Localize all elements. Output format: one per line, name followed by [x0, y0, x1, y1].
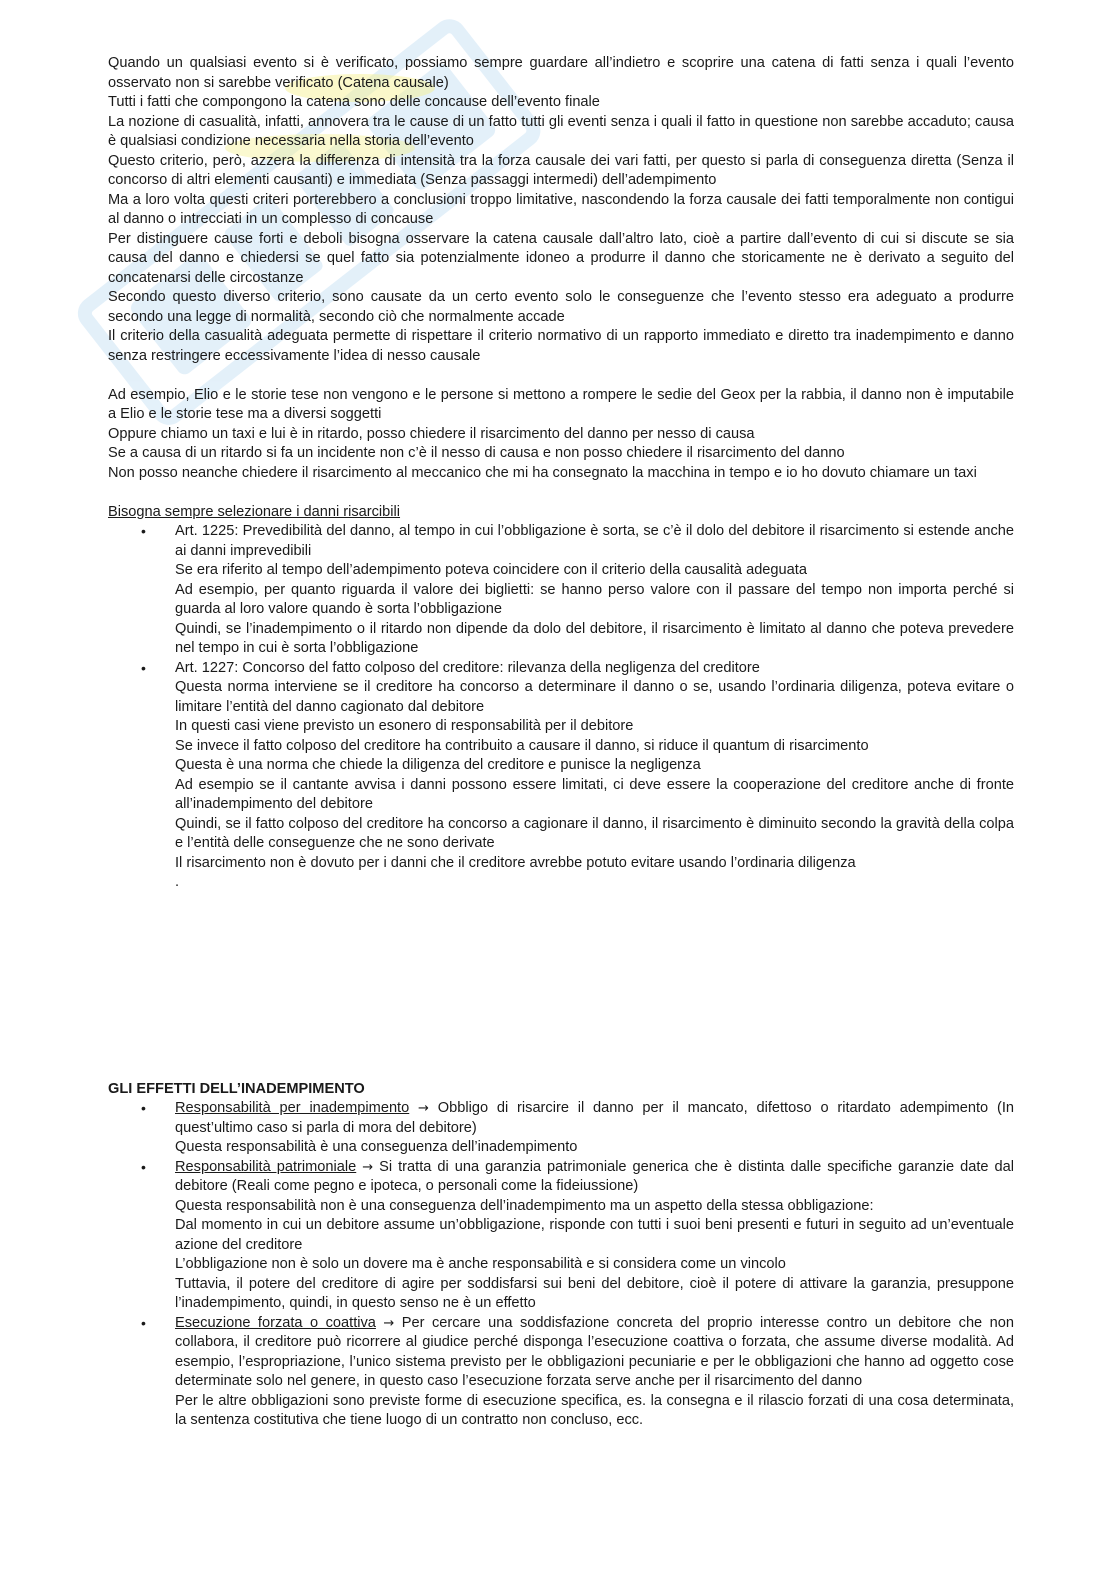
list-line: Per le altre obbligazioni sono previste forme di esecuzione specifica, es. la consegna e il rilascio forzati di una cosa determinata, la sentenza costitutiva che tiene luogo di un contratto non concluso, ecc. [175, 1392, 1014, 1428]
arrow-right-icon: → [418, 1101, 429, 1116]
list-item [108, 1099, 1014, 1158]
paragraph: Per distinguere cause forti e deboli bisogna osservare la catena causale dall’altro lato, cioè a partire dall’evento di cui si discute se sia causa del danno e chiedersi se quel fatto sia potenzialmente idoneo a produrre il danno che storicamente ne è derivato a seguito del concatenarsi delle circostanze [108, 230, 1014, 286]
term-definition: Si tratta di una garanzia patrimoniale generica che è distinta dalle specifiche garanzie date dal debitore (Reali come pegno e ipoteca, o personali come la fideiussione) [175, 1158, 1014, 1194]
examples-section [108, 386, 1014, 484]
paragraph: Non posso neanche chiedere il risarcimento al meccanico che mi ha consegnato la macchina in tempo e io ho dovuto chiamare un taxi [108, 464, 977, 481]
bullet-icon: • [141, 1158, 146, 1175]
list-line: Tuttavia, il potere del creditore di agire per soddisfarsi sui beni del debitore, cioè il potere di attivare la garanzia, presuppone l’inadempimento, quindi, in questo senso ne è un effetto [175, 1275, 1014, 1311]
list-line: Ad esempio se il cantante avvisa i danni possono essere limitati, ci deve essere la cooperazione del creditore anche di fronte all’inadempimento del debitore [175, 776, 1014, 812]
list-line: In questi casi viene previsto un esonero di responsabilità per il debitore [175, 718, 634, 734]
paragraph: Oppure chiamo un taxi e lui è in ritardo, posso chiedere il risarcimento del danno per nesso di causa [108, 425, 755, 442]
list-line: Art. 1227: Concorso del fatto colposo del creditore: rilevanza della negligenza del creditore [175, 659, 760, 676]
intro-section [108, 54, 1014, 366]
bullet-icon: • [141, 1314, 146, 1331]
term-definition: Per cercare una soddisfazione concreta del proprio interesse contro un debitore che non collabora, il creditore può ricorrere al giudice perché disponga l’esecuzione coattiva o forzata, che assume diverse modalità. Ad esempio, l’espropriazione, l’unico sistema previsto per le obbligazioni pecuniarie e per le obbligazioni che hanno ad oggetto cose determinate solo nel genere, in questo caso l’esecuzione forzata serve anche per il risarcimento del danno [175, 1314, 1015, 1389]
list-line: Questa norma interviene se il creditore ha concorso a determinare il danno o se, usando l’ordinaria diligenza, poteva evitare o limitare l’entità del danno cagionato dal debitore [175, 679, 1014, 715]
list-line [175, 1314, 1014, 1392]
list-line: Se invece il fatto colposo del creditore ha contribuito a causare il danno, si riduce il quantum di risarcimento [175, 737, 869, 754]
section-subheading: Bisogna sempre selezionare i danni risarcibili [108, 503, 401, 520]
list-item [108, 659, 1014, 893]
list-line [175, 1158, 1014, 1197]
paragraph: Questo criterio, però, azzera la differenza di intensità tra la forza causale dei vari fatti, per questo si parla di conseguenza diretta (Senza il concorso di altri elementi causanti) e immediata (Senza passaggi intermedi) dell’adempimento [108, 152, 1014, 188]
list-line: Questa è una norma che chiede la diligenza del creditore e punisce la negligenza [175, 757, 701, 773]
list-line: Questa responsabilità non è una conseguenza dell’inadempimento ma un aspetto della stessa obbligazione: [175, 1197, 874, 1214]
term-definition: Obbligo di risarcire il danno per il mancato, difettoso o ritardato adempimento (In quest’ultimo caso si parla di mora del debitore) [175, 1100, 1014, 1136]
list-line: . [175, 874, 180, 890]
paragraph: Tutti i fatti che compongono la catena sono delle concause dell’evento finale [108, 94, 600, 110]
paragraph: La nozione di casualità, infatti, annovera tra le cause di un fatto tutti gli eventi senza i quali il fatto in questione non sarebbe accaduto; causa è qualsiasi condizione necessaria nella storia dell’evento [108, 113, 1014, 149]
paragraph: Il criterio della casualità adeguata permette di rispettare il criterio normativo di un rapporto immediato e diretto tra inadempimento e danno senza restringere eccessivamente l’idea di nesso causale [108, 328, 1014, 364]
term-label: Responsabilità per inadempimento [175, 1100, 410, 1116]
list-line: Dal momento in cui un debitore assume un’obbligazione, risponde con tutti i suoi beni presenti e futuri in seguito ad un’eventuale azione del creditore [175, 1217, 1014, 1253]
list-item [108, 1158, 1014, 1314]
list-line: Se era riferito al tempo dell’adempimento poteva coincidere con il criterio della causalità adeguata [175, 562, 807, 578]
list-line: L’obbligazione non è solo un dovere ma è anche responsabilità e si considera come un vincolo [175, 1256, 786, 1272]
paragraph: Secondo questo diverso criterio, sono causate da un certo evento solo le conseguenze che l’evento stesso era adeguato a produrre secondo una legge di normalità, secondo ciò che normalmente accade [108, 289, 1014, 325]
section-heading: GLI EFFETTI DELL’INADEMPIMENTO [108, 1080, 365, 1097]
list-line: Art. 1225: Prevedibilità del danno, al tempo in cui l’obbligazione è sorta, se c’è il dolo del debitore il risarcimento si estende anche ai danni imprevedibili [175, 523, 1014, 559]
bullet-icon: • [141, 523, 146, 539]
paragraph: Ma a loro volta questi criteri porterebbero a conclusioni troppo limitative, nascondendo la forza causale dei fatti temporalmente non contigui al danno o intrecciati in un complesso di concause [108, 191, 1014, 227]
arrow-right-icon: → [362, 1159, 374, 1175]
list-line: Quindi, se il fatto colposo del creditore ha concorso a cagionare il danno, il risarcimento è diminuito secondo la gravità della colpa e l’entità delle conseguenze che ne sono derivate [175, 815, 1014, 851]
articles-list [108, 522, 1014, 893]
list-line [175, 1099, 1014, 1138]
effects-list [108, 1099, 1014, 1431]
bullet-icon: • [141, 1100, 146, 1116]
arrow-right-icon: → [383, 1315, 395, 1331]
list-line: Quindi, se l’inadempimento o il ritardo non dipende da dolo del debitore, il risarcimento è limitato al danno che poteva prevedere nel tempo in cui è sorta l’obbligazione [175, 620, 1014, 656]
list-item [108, 522, 1014, 659]
list-line: Questa responsabilità è una conseguenza dell’inadempimento [175, 1139, 578, 1155]
list-item [108, 1314, 1014, 1431]
paragraph: Ad esempio, Elio e le storie tese non vengono e le persone si mettono a rompere le sedie del Geox per la rabbia, il danno non è imputabile a Elio e le storie tese ma a diversi soggetti [108, 386, 1014, 422]
term-label: Esecuzione forzata o coattiva [175, 1314, 376, 1331]
paragraph: Se a causa di un ritardo si fa un incidente non c’è il nesso di causa e non posso chiedere il risarcimento del danno [108, 445, 845, 461]
document-page [108, 54, 1014, 1431]
list-line: Il risarcimento non è dovuto per i danni che il creditore avrebbe potuto evitare usando l’ordinaria diligenza [175, 854, 856, 871]
list-line: Ad esempio, per quanto riguarda il valore dei biglietti: se hanno perso valore con il passare del tempo non importa perché si guarda al loro valore quando è sorta l’obbligazione [175, 581, 1014, 617]
term-label: Responsabilità patrimoniale [175, 1158, 357, 1175]
bullet-icon: • [141, 659, 146, 676]
paragraph: Quando un qualsiasi evento si è verificato, possiamo sempre guardare all’indietro e scoprire una catena di fatti senza i quali l’evento osservato non si sarebbe verificato (Catena causale) [108, 55, 1014, 91]
